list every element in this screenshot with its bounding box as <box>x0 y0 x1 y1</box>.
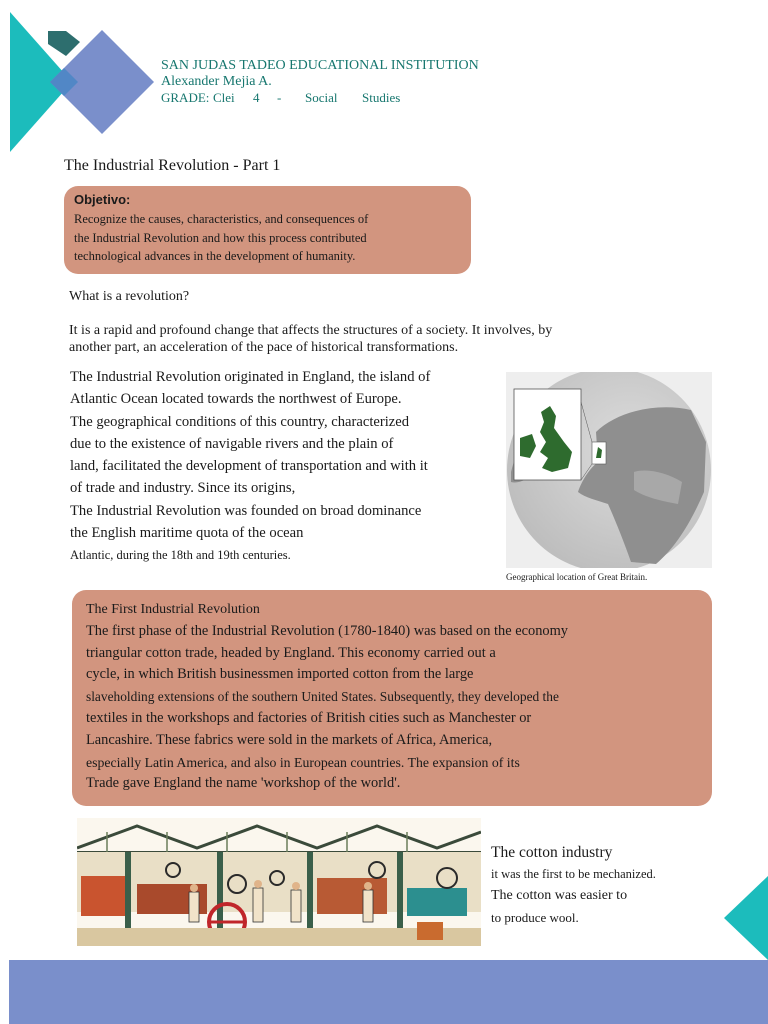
author-name: Alexander Mejia A. <box>161 74 272 89</box>
grade-subject-1: Social <box>305 90 338 105</box>
origin-line: Atlantic, during the 18th and 19th centuries. <box>70 548 291 563</box>
grade-level: Clei <box>213 90 235 105</box>
cotton-line: to produce wool. <box>491 910 579 925</box>
grade-subject-2: Studies <box>362 90 401 105</box>
origin-line: The geographical conditions of this country, characterized <box>70 413 410 430</box>
origin-paragraph <box>70 366 510 567</box>
origin-line: The Industrial Revolution originated in England, the island of <box>70 369 431 385</box>
objective-line: technological advances in the development of humanity. <box>74 249 356 263</box>
grade-line <box>161 90 479 106</box>
objective-label: Objetivo: <box>74 192 131 207</box>
objective-line: Recognize the causes, characteristics, and consequences of <box>74 212 369 226</box>
first-revolution-line: Trade gave England the name 'workshop of the world'. <box>86 775 401 792</box>
grade-number: 4 <box>253 90 260 105</box>
origin-line: land, facilitated the development of transportation and with it <box>70 458 428 475</box>
cotton-line: it was the first to be mechanized. <box>491 867 656 881</box>
factory-image <box>77 818 481 946</box>
right-teal-triangle-shape <box>724 876 768 960</box>
institution-name: SAN JUDAS TADEO EDUCATIONAL INSTITUTION <box>161 58 479 73</box>
objective-text <box>74 210 454 266</box>
first-revolution-line: triangular cotton trade, headed by England. This economy carried out a <box>86 644 496 661</box>
first-revolution-line: cycle, in which British businessmen imported cotton from the large <box>86 666 474 683</box>
dark-teal-pentagon-shape <box>48 31 80 56</box>
revolution-question: What is a revolution? <box>69 289 190 304</box>
first-revolution-line: textiles in the workshops and factories of British cities such as Manchester or <box>86 709 532 726</box>
first-revolution-line: especially Latin America, and also in European countries. The expansion of its <box>86 754 520 770</box>
objective-line: the Industrial Revolution and how this process contributed <box>74 230 367 245</box>
great-britain-map <box>506 372 712 568</box>
first-revolution-line: slaveholding extensions of the southern United States. Subsequently, they developed the <box>86 689 559 705</box>
first-revolution-line: The first phase of the Industrial Revolution (1780-1840) was based on the economy <box>86 622 568 639</box>
origin-line: of trade and industry. Since its origins, <box>70 480 296 497</box>
origin-line: due to the existence of navigable rivers and the plain of <box>70 435 394 452</box>
first-revolution-text <box>86 599 706 795</box>
map-caption: Geographical location of Great Britain. <box>506 572 648 582</box>
cotton-heading: The cotton industry <box>491 844 613 861</box>
header-info <box>161 58 479 106</box>
cotton-industry-text <box>491 842 656 929</box>
first-revolution-line: Lancashire. These fabrics were sold in the markets of Africa, America, <box>86 731 493 748</box>
first-revolution-heading: The First Industrial Revolution <box>86 602 260 617</box>
header-decoration <box>0 0 170 160</box>
globe-map-image <box>506 372 712 568</box>
grade-label: GRADE: <box>161 90 210 105</box>
origin-line: The Industrial Revolution was founded on broad dominance <box>70 502 422 519</box>
answer-line: It is a rapid and profound change that affects the structures of a society. It involves, by <box>69 323 553 338</box>
cotton-line: The cotton was easier to <box>491 888 628 903</box>
origin-line: the English maritime quota of the ocean <box>70 525 304 542</box>
revolution-answer <box>69 322 689 356</box>
answer-line: another part, an acceleration of the pace of historical transformations. <box>69 340 459 355</box>
origin-line: Atlantic Ocean located towards the northwest of Europe. <box>70 391 402 408</box>
page-title: The Industrial Revolution - Part 1 <box>64 157 281 174</box>
cotton-factory-illustration <box>77 818 481 946</box>
footer-band <box>9 960 768 1024</box>
grade-dash: - <box>277 90 282 105</box>
